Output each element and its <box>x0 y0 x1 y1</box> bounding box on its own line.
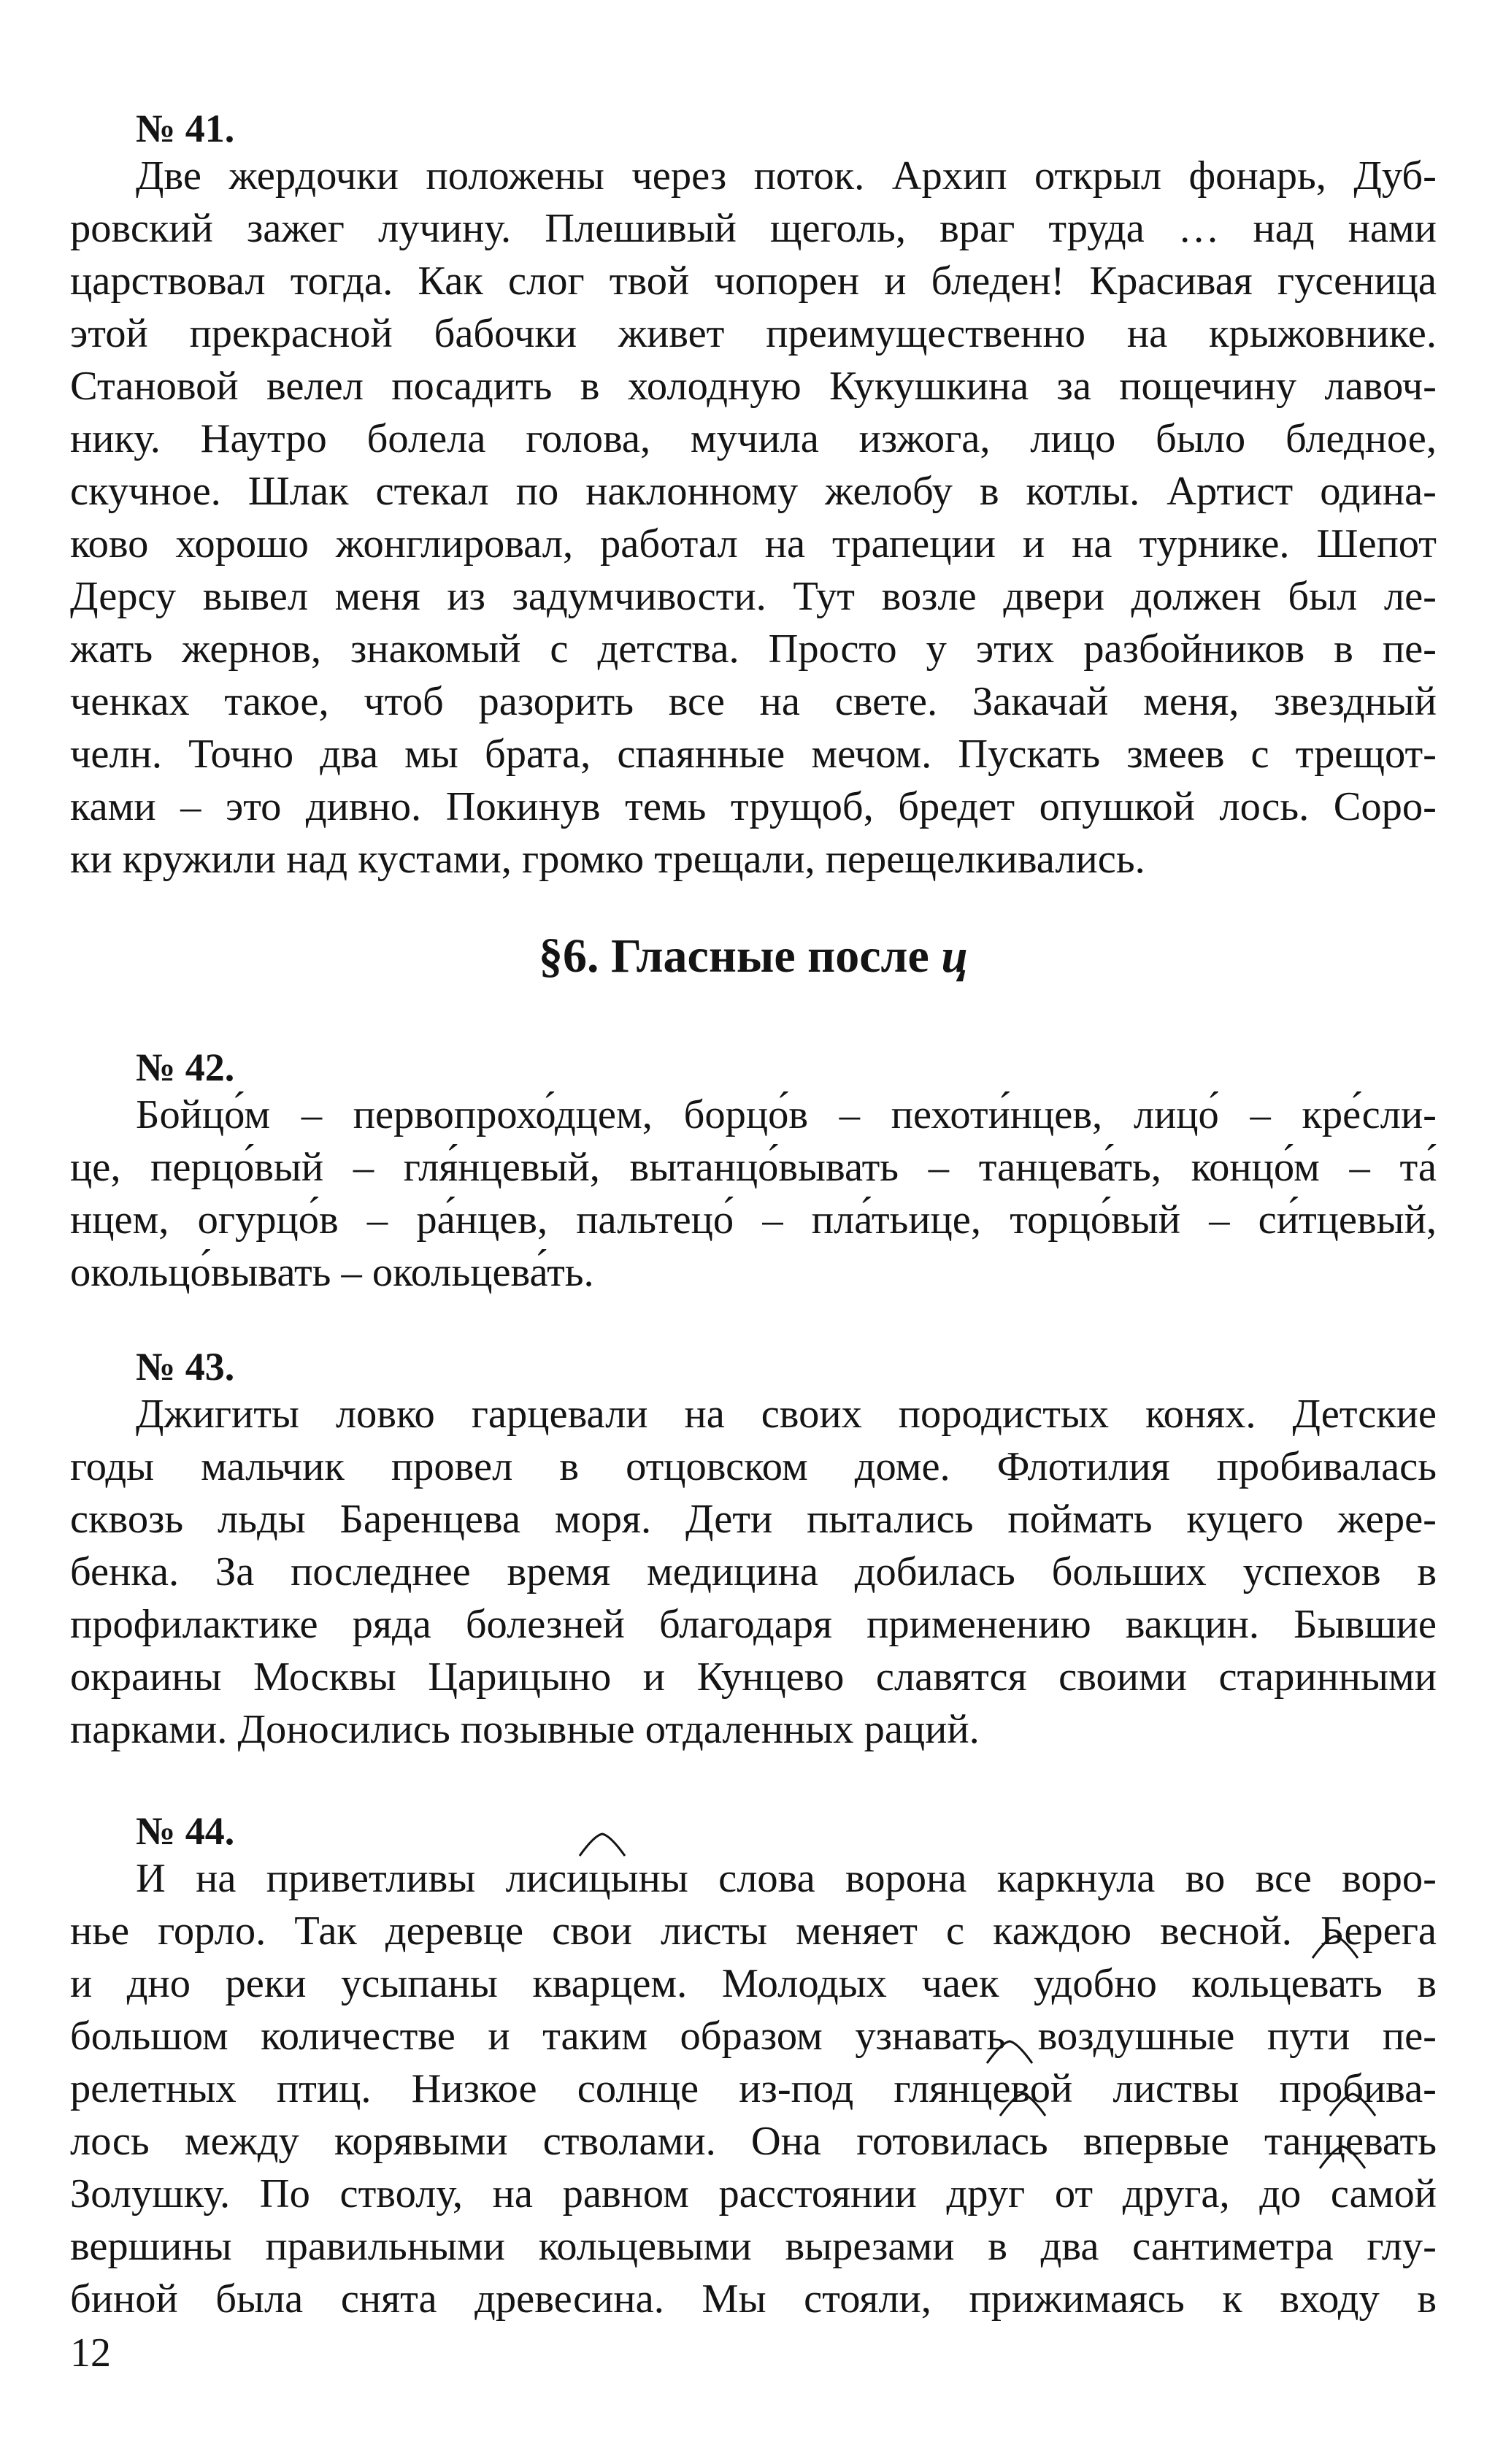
exercise-41-line: ченках такое, чтоб разорить все на свете. Закачай меня, звездный <box>70 679 1437 724</box>
section-title-text: §6. Гласные после <box>538 929 942 983</box>
exercise-42-line: це, перцо́вый – гля́нцевый, вытанцо́вывать – танцева́ть, концо́м – та́ <box>70 1145 1437 1190</box>
exercise-43-line: профилактике ряда болезней благодаря применению вакцин. Бывшие <box>70 1602 1437 1647</box>
exercise-43-line: сквозь льды Баренцева моря. Дети пытались поймать куцего жере- <box>70 1497 1437 1542</box>
exercise-44-heading: № 44. <box>136 1809 235 1853</box>
exercise-41-line: Становой велел посадить в холодную Кукушкина за пощечину лавоч- <box>70 364 1437 409</box>
exercise-44-line: нье горло. Так деревце свои листы меняет с каждою весной. Берега <box>70 1908 1437 1954</box>
exercise-44-line: релетных птиц. Низкое солнце из-под глянцевой листвы пробива- <box>70 2066 1437 2111</box>
exercise-44-line: Золушку. По стволу, на равном расстоянии друг от друга, до самой <box>70 2171 1437 2217</box>
exercise-42-heading: № 42. <box>136 1045 235 1089</box>
exercise-41-line: ровский зажег лучину. Плешивый щеголь, враг труда … над нами <box>70 206 1437 251</box>
exercise-41-line: жать жернов, знакомый с детства. Просто у этих разбойников в пе- <box>70 626 1437 672</box>
exercise-44-line: большом количестве и таким образом узнавать воздушные пути пе- <box>70 2014 1437 2059</box>
exercise-44-line: и дно реки усыпаны кварцем. Молодых чаек удобно кольцевать в <box>70 1961 1437 2006</box>
exercise-44-line: И на приветливы лисицыны слова ворона каркнула во все воро- <box>136 1856 1437 1901</box>
exercise-41-line: Две жердочки положены через поток. Архип открыл фонарь, Дуб- <box>136 153 1437 199</box>
root-arc-mark <box>578 1832 626 1857</box>
exercise-44-line: биной была снята древесина. Мы стояли, прижимаясь к входу в <box>70 2276 1437 2322</box>
exercise-44-line: лось между корявыми стволами. Она готовилась впервые танцевать <box>70 2119 1437 2164</box>
exercise-43-line: Джигиты ловко гарцевали на своих породистых конях. Детские <box>136 1392 1437 1437</box>
exercise-41-line: ково хорошо жонглировал, работал на трапеции и на турнике. Шепот <box>70 521 1437 567</box>
exercise-43-line: окраины Москвы Царицыно и Кунцево славятся своими старинными <box>70 1654 1437 1700</box>
exercise-41-line: этой прекрасной бабочки живет преимущественно на крыжовнике. <box>70 311 1437 356</box>
exercise-41-line: нику. Наутро болела голова, мучила изжога, лицо было бледное, <box>70 416 1437 461</box>
root-arc-mark <box>985 2040 1034 2065</box>
exercise-44-line: вершины правильными кольцевыми вырезами в два сантиметра глу- <box>70 2224 1437 2269</box>
exercise-41-line: скучное. Шлак стекал по наклонному желобу в котлы. Артист одина- <box>70 469 1437 514</box>
exercise-43-line: годы мальчик провел в отцовском доме. Флотилия пробивалась <box>70 1444 1437 1489</box>
exercise-43-line: парками. Доносились позывные отдаленных раций. <box>70 1707 980 1752</box>
root-arc-mark <box>999 2092 1047 2117</box>
section-title <box>70 927 1437 986</box>
root-arc-mark <box>1318 2145 1367 2170</box>
root-arc-mark <box>1329 2092 1377 2117</box>
root-arc-mark <box>1311 1935 1359 1960</box>
section-title-letter: ц <box>941 929 969 983</box>
page-number: 12 <box>70 2330 111 2376</box>
exercise-41-line: ки кружили над кустами, громко трещали, перещелкивались. <box>70 837 1145 882</box>
exercise-43-heading: № 43. <box>136 1345 235 1389</box>
exercise-41-heading: № 41. <box>136 107 235 150</box>
exercise-41-line: Дерсу вывел меня из задумчивости. Тут возле двери должен был ле- <box>70 574 1437 619</box>
exercise-43-line: бенка. За последнее время медицина добилась больших успехов в <box>70 1549 1437 1594</box>
exercise-41-line: царствовал тогда. Как слог твой чопорен и бледен! Красивая гусеница <box>70 258 1437 304</box>
exercise-42-line: окольцо́вывать – окольцева́ть. <box>70 1250 594 1295</box>
exercise-41-line: ками – это дивно. Покинув темь трущоб, бредет опушкой лось. Соро- <box>70 784 1437 829</box>
exercise-42-line: Бойцо́м – первопрохо́дцем, борцо́в – пехоти́нцев, лицо́ – кре́сли- <box>136 1092 1437 1137</box>
exercise-41-line: челн. Точно два мы брата, спаянные мечом. Пускать змеев с трещот- <box>70 732 1437 777</box>
exercise-42-line: нцем, огурцо́в – ра́нцев, пальтецо́ – пла́тьице, торцо́вый – си́тцевый, <box>70 1197 1437 1243</box>
